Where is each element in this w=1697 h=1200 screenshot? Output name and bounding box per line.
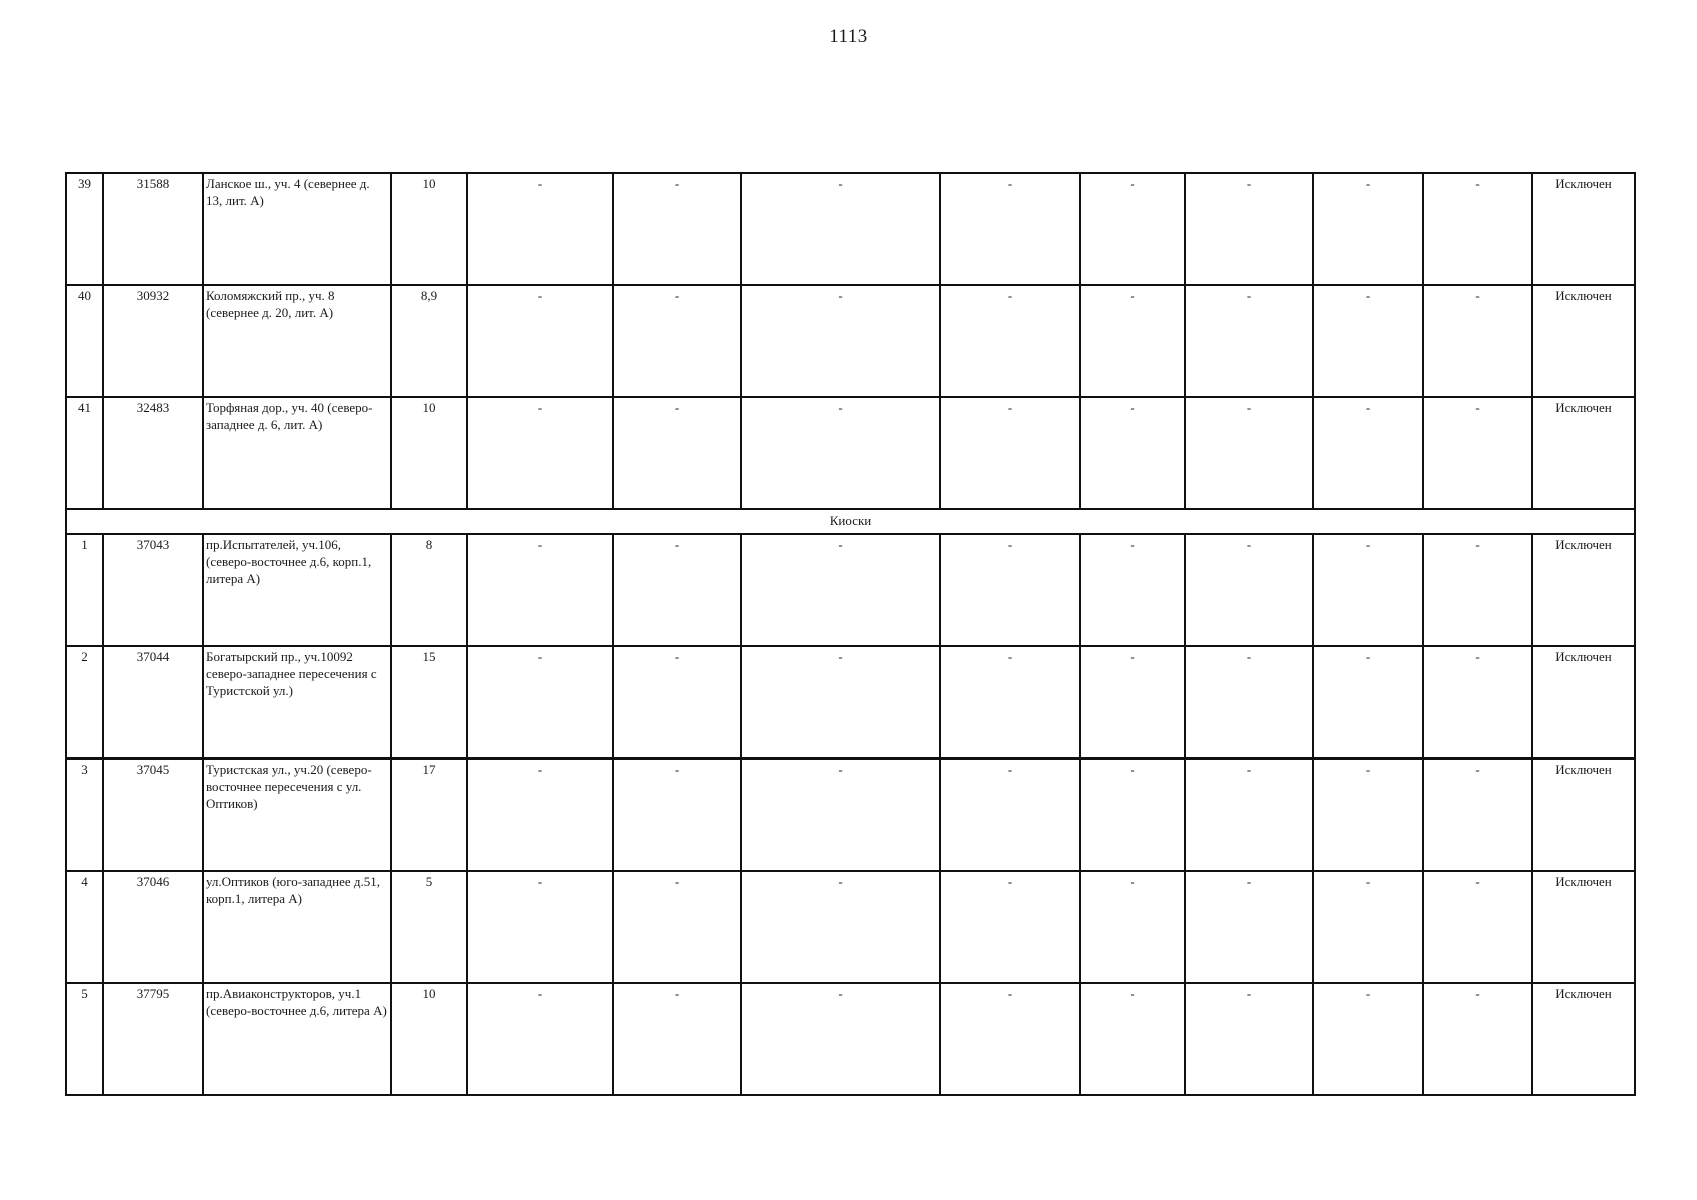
empty-value-cell: -	[1423, 983, 1532, 1095]
empty-value-cell: -	[1080, 871, 1185, 983]
object-id-cell: 37046	[103, 871, 203, 983]
object-id-cell: 31588	[103, 173, 203, 285]
table-row	[66, 285, 1635, 397]
empty-value-cell: -	[940, 285, 1080, 397]
status-cell: Исключен	[1532, 646, 1635, 759]
object-id-cell: 37044	[103, 646, 203, 759]
empty-value-cell: -	[1185, 173, 1313, 285]
status-cell: Исключен	[1532, 397, 1635, 509]
row-number-cell: 40	[66, 285, 103, 397]
area-cell: 10	[391, 397, 467, 509]
row-number-cell: 4	[66, 871, 103, 983]
empty-value-cell: -	[940, 759, 1080, 872]
table-row	[66, 646, 1635, 759]
empty-value-cell: -	[1080, 173, 1185, 285]
address-cell: ул.Оптиков (юго-западнее д.51, корп.1, литера А)	[203, 871, 391, 983]
empty-value-cell: -	[1080, 759, 1185, 872]
registry-table	[65, 172, 1636, 1096]
empty-value-cell: -	[467, 871, 613, 983]
empty-value-cell: -	[1313, 646, 1423, 759]
address-cell: Туристская ул., уч.20 (северо-восточнее пересечения с ул. Оптиков)	[203, 759, 391, 872]
area-cell: 10	[391, 173, 467, 285]
row-number-cell: 3	[66, 759, 103, 872]
status-cell: Исключен	[1532, 534, 1635, 646]
address-cell: Богатырский пр., уч.10092 северо-западнее пересечения с Туристской ул.)	[203, 646, 391, 759]
empty-value-cell: -	[1313, 285, 1423, 397]
address-cell: Торфяная дор., уч. 40 (северо-западнее д. 6, лит. А)	[203, 397, 391, 509]
empty-value-cell: -	[467, 983, 613, 1095]
area-cell: 8,9	[391, 285, 467, 397]
empty-value-cell: -	[1423, 646, 1532, 759]
empty-value-cell: -	[613, 983, 741, 1095]
empty-value-cell: -	[613, 534, 741, 646]
empty-value-cell: -	[940, 871, 1080, 983]
status-cell: Исключен	[1532, 983, 1635, 1095]
object-id-cell: 37795	[103, 983, 203, 1095]
area-cell: 17	[391, 759, 467, 872]
empty-value-cell: -	[1185, 397, 1313, 509]
row-number-cell: 1	[66, 534, 103, 646]
address-cell: пр.Авиаконструкторов, уч.1 (северо-восточнее д.6, литера А)	[203, 983, 391, 1095]
empty-value-cell: -	[1185, 646, 1313, 759]
empty-value-cell: -	[741, 983, 940, 1095]
address-cell: Ланское ш., уч. 4 (севернее д. 13, лит. А)	[203, 173, 391, 285]
empty-value-cell: -	[1080, 646, 1185, 759]
empty-value-cell: -	[1080, 983, 1185, 1095]
table-row	[66, 534, 1635, 646]
empty-value-cell: -	[467, 285, 613, 397]
empty-value-cell: -	[1423, 871, 1532, 983]
object-id-cell: 37043	[103, 534, 203, 646]
empty-value-cell: -	[1313, 983, 1423, 1095]
empty-value-cell: -	[741, 871, 940, 983]
table-row	[66, 983, 1635, 1095]
empty-value-cell: -	[940, 173, 1080, 285]
empty-value-cell: -	[1080, 534, 1185, 646]
area-cell: 10	[391, 983, 467, 1095]
empty-value-cell: -	[1313, 397, 1423, 509]
empty-value-cell: -	[467, 397, 613, 509]
empty-value-cell: -	[1185, 285, 1313, 397]
status-cell: Исключен	[1532, 871, 1635, 983]
empty-value-cell: -	[741, 759, 940, 872]
table-row	[66, 871, 1635, 983]
empty-value-cell: -	[467, 646, 613, 759]
section-title: Киоски	[66, 509, 1635, 534]
empty-value-cell: -	[1423, 285, 1532, 397]
empty-value-cell: -	[741, 397, 940, 509]
empty-value-cell: -	[741, 173, 940, 285]
empty-value-cell: -	[613, 285, 741, 397]
empty-value-cell: -	[940, 534, 1080, 646]
object-id-cell: 37045	[103, 759, 203, 872]
empty-value-cell: -	[613, 397, 741, 509]
table-row	[66, 759, 1635, 872]
empty-value-cell: -	[1185, 534, 1313, 646]
empty-value-cell: -	[1185, 983, 1313, 1095]
area-cell: 8	[391, 534, 467, 646]
empty-value-cell: -	[1313, 534, 1423, 646]
address-cell: пр.Испытателей, уч.106, (северо-восточнее д.6, корп.1, литера А)	[203, 534, 391, 646]
status-cell: Исключен	[1532, 285, 1635, 397]
status-cell: Исключен	[1532, 759, 1635, 872]
empty-value-cell: -	[1313, 173, 1423, 285]
area-cell: 5	[391, 871, 467, 983]
empty-value-cell: -	[1080, 397, 1185, 509]
empty-value-cell: -	[1313, 871, 1423, 983]
empty-value-cell: -	[613, 646, 741, 759]
empty-value-cell: -	[1185, 871, 1313, 983]
section-header-row	[66, 509, 1635, 534]
object-id-cell: 32483	[103, 397, 203, 509]
row-number-cell: 2	[66, 646, 103, 759]
empty-value-cell: -	[613, 759, 741, 872]
empty-value-cell: -	[613, 871, 741, 983]
page-number: 1113	[829, 26, 868, 47]
empty-value-cell: -	[1313, 759, 1423, 872]
table-row	[66, 173, 1635, 285]
empty-value-cell: -	[467, 759, 613, 872]
empty-value-cell: -	[741, 285, 940, 397]
empty-value-cell: -	[1423, 534, 1532, 646]
empty-value-cell: -	[1185, 759, 1313, 872]
empty-value-cell: -	[741, 534, 940, 646]
empty-value-cell: -	[467, 534, 613, 646]
empty-value-cell: -	[467, 173, 613, 285]
empty-value-cell: -	[613, 173, 741, 285]
status-cell: Исключен	[1532, 173, 1635, 285]
empty-value-cell: -	[1423, 397, 1532, 509]
empty-value-cell: -	[1080, 285, 1185, 397]
empty-value-cell: -	[940, 397, 1080, 509]
object-id-cell: 30932	[103, 285, 203, 397]
empty-value-cell: -	[1423, 173, 1532, 285]
row-number-cell: 39	[66, 173, 103, 285]
row-number-cell: 41	[66, 397, 103, 509]
row-number-cell: 5	[66, 983, 103, 1095]
empty-value-cell: -	[1423, 759, 1532, 872]
address-cell: Коломяжский пр., уч. 8 (севернее д. 20, лит. А)	[203, 285, 391, 397]
empty-value-cell: -	[741, 646, 940, 759]
empty-value-cell: -	[940, 983, 1080, 1095]
table-row	[66, 397, 1635, 509]
area-cell: 15	[391, 646, 467, 759]
empty-value-cell: -	[940, 646, 1080, 759]
